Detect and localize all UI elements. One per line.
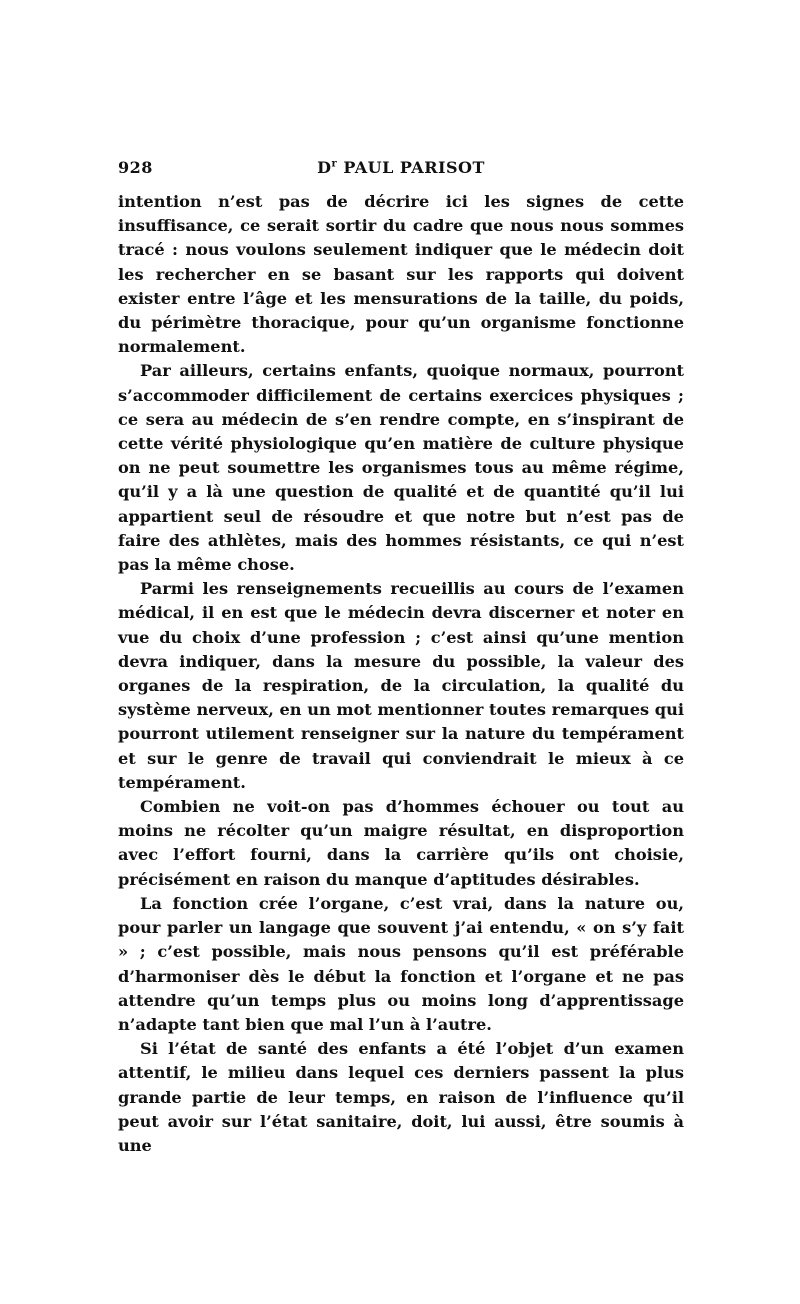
page-number: 928 (118, 158, 153, 177)
paragraph: Par ailleurs, certains enfants, quoique normaux, pourront s’accommoder difficilement de certains exercices physiques ; ce sera au médecin de s’en rendre compte, en s’inspirant de cette vérité physiologique qu’en matière de culture physique on ne peut soumettre les organismes tous au même régime, qu’il y a là une question de qualité et de quantité qu’il lui appartient seul de résoudre et que notre but n’est pas de faire des athlètes, mais des hommes résistants, ce qui n’est pas la même chose. (118, 361, 684, 575)
paragraph: Combien ne voit-on pas d’hommes échouer ou tout au moins ne récolter qu’un maigre résultat, en disproportion avec l’effort fourni, dans la carrière qu’ils ont choisie, précisément en raison du manque d’aptitudes désirables. (118, 797, 684, 889)
paragraph: La fonction crée l’organe, c’est vrai, dans la nature ou, pour parler un langage que souvent j’ai entendu, « on s’y fait » ; c’est possible, mais nous pensons qu’il est préférable d’harmoniser dès le début la fonction et l’organe et ne pas attendre qu’un temps plus ou moins long d’apprentissage n’adapte tant bien que mal l’un à l’autre. (118, 893, 684, 1034)
paragraph: Si l’état de santé des enfants a été l’objet d’un examen attentif, le milieu dans lequel ces derniers passent la plus grande partie de leur temps, en raison de l’influence qu’il peut avoir sur l’état sanitaire, doit, lui aussi, être soumis à une (118, 1039, 684, 1155)
book-page (118, 158, 684, 1158)
author-prefix-superscript: r (331, 158, 338, 170)
author-prefix: D (317, 158, 332, 177)
body-text (118, 190, 684, 1158)
running-head-author (118, 158, 684, 177)
author-name: PAUL PARISOT (343, 158, 485, 177)
paragraph-continued: intention n’est pas de décrire ici les signes de cette insuffisance, ce serait sortir du cadre que nous nous sommes tracé : nous voulons seulement indiquer que le médecin doit les rechercher en se basant sur les rapports qui doivent exister entre l’âge et les mensurations de la taille, du poids, du périmètre thoracique, pour qu’un organisme fonctionne normalement. (118, 192, 684, 357)
page-header (118, 158, 684, 184)
paragraph: Parmi les renseignements recueillis au cours de l’examen médical, il en est que le médecin devra discerner et noter en vue du choix d’une profession ; c’est ainsi qu’une mention devra indiquer, dans la mesure du possible, la valeur des organes de la respiration, de la circulation, la qualité du système nerveux, en un mot mentionner toutes remarques qui pourront utilement renseigner sur la nature du tempérament et sur le genre de travail qui conviendrait le mieux à ce tempérament. (118, 579, 684, 792)
